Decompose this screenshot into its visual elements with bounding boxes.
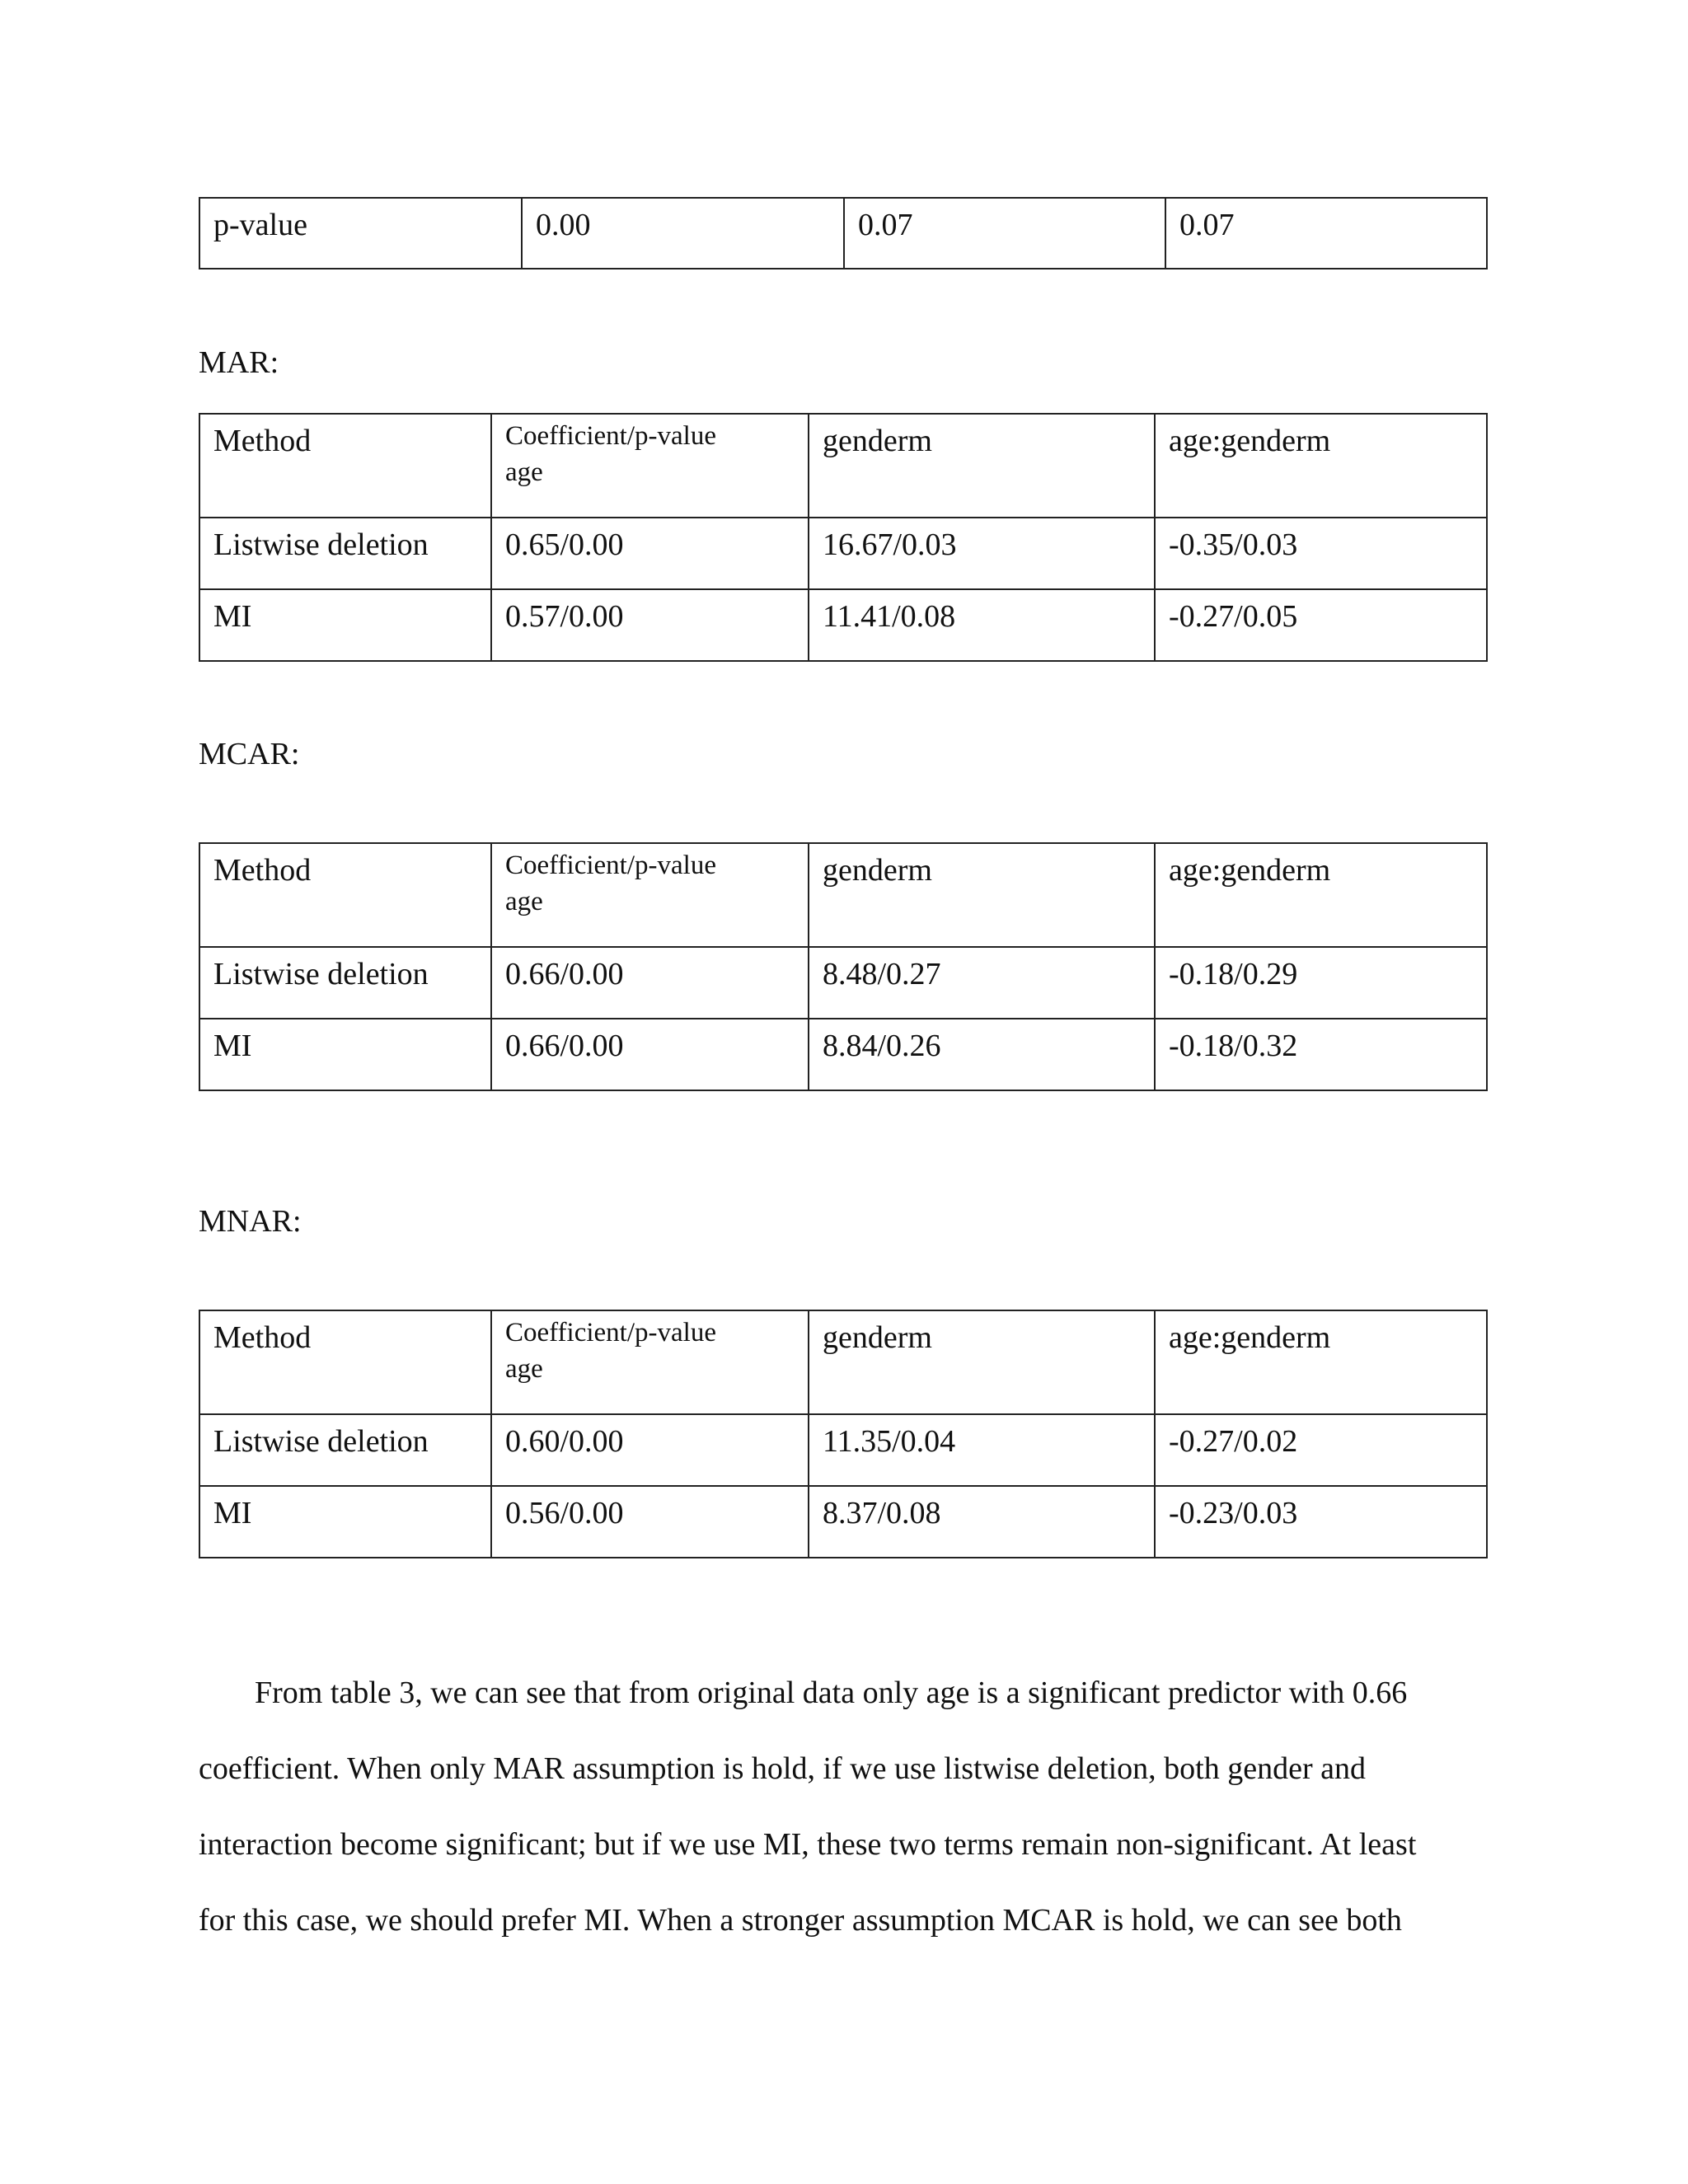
table-header-row bbox=[199, 414, 1487, 518]
column-header: age:genderm bbox=[1155, 414, 1487, 518]
table-header-row bbox=[199, 843, 1487, 947]
table-header-row bbox=[199, 1310, 1487, 1414]
column-header: Method bbox=[199, 1310, 491, 1414]
paragraph-line: for this case, we should prefer MI. When a stronger assumption MCAR is hold, we can see both bbox=[199, 1903, 1402, 1938]
column-header: genderm bbox=[809, 414, 1155, 518]
header-line: age bbox=[505, 457, 543, 487]
header-line: age bbox=[505, 1354, 543, 1384]
paragraph-line: From table 3, we can see that from original data only age is a significant predictor with 0.66 bbox=[255, 1675, 1408, 1710]
table-cell: MI bbox=[199, 1019, 491, 1090]
table-row bbox=[199, 1019, 1487, 1090]
section-label-mcar: MCAR: bbox=[199, 737, 300, 771]
table-cell: Listwise deletion bbox=[199, 518, 491, 589]
table-cell: MI bbox=[199, 589, 491, 661]
section-label-mnar: MNAR: bbox=[199, 1204, 302, 1239]
column-header bbox=[491, 414, 809, 518]
table-cell: 8.84/0.26 bbox=[809, 1019, 1155, 1090]
column-header: genderm bbox=[809, 843, 1155, 947]
pvalue-table bbox=[199, 197, 1488, 269]
mcar-table bbox=[199, 842, 1488, 1091]
table-cell: 0.66/0.00 bbox=[491, 947, 809, 1019]
table-row bbox=[199, 518, 1487, 589]
table-cell: 11.35/0.04 bbox=[809, 1414, 1155, 1486]
table-cell: 8.48/0.27 bbox=[809, 947, 1155, 1019]
table-row bbox=[199, 198, 1487, 269]
table-row bbox=[199, 1414, 1487, 1486]
header-line: Coefficient/p-value bbox=[505, 851, 716, 880]
body-paragraph bbox=[199, 1655, 1489, 1958]
table-cell: 0.57/0.00 bbox=[491, 589, 809, 661]
paragraph-line: coefficient. When only MAR assumption is hold, if we use listwise deletion, both gender and bbox=[199, 1751, 1366, 1786]
table-cell: -0.27/0.05 bbox=[1155, 589, 1487, 661]
table-cell: -0.27/0.02 bbox=[1155, 1414, 1487, 1486]
column-header: age:genderm bbox=[1155, 1310, 1487, 1414]
column-header bbox=[491, 1310, 809, 1414]
table-cell: 0.07 bbox=[1165, 198, 1487, 269]
table-cell: 8.37/0.08 bbox=[809, 1486, 1155, 1558]
table-cell: MI bbox=[199, 1486, 491, 1558]
table-cell: 0.66/0.00 bbox=[491, 1019, 809, 1090]
table-cell: p-value bbox=[199, 198, 522, 269]
table-cell: 0.60/0.00 bbox=[491, 1414, 809, 1486]
paragraph-line: interaction become significant; but if we use MI, these two terms remain non-significant. At least bbox=[199, 1827, 1417, 1862]
table-cell: 0.65/0.00 bbox=[491, 518, 809, 589]
table-cell: -0.18/0.29 bbox=[1155, 947, 1487, 1019]
table-cell: 0.07 bbox=[844, 198, 1165, 269]
table-cell: 16.67/0.03 bbox=[809, 518, 1155, 589]
header-line: age bbox=[505, 887, 543, 916]
column-header: Method bbox=[199, 414, 491, 518]
table-cell: Listwise deletion bbox=[199, 947, 491, 1019]
header-line: Coefficient/p-value bbox=[505, 1318, 716, 1347]
table-cell: -0.23/0.03 bbox=[1155, 1486, 1487, 1558]
table-row bbox=[199, 947, 1487, 1019]
column-header bbox=[491, 843, 809, 947]
header-line: Coefficient/p-value bbox=[505, 421, 716, 451]
table-cell: Listwise deletion bbox=[199, 1414, 491, 1486]
mnar-table bbox=[199, 1310, 1488, 1558]
table-cell: -0.35/0.03 bbox=[1155, 518, 1487, 589]
table-cell: 11.41/0.08 bbox=[809, 589, 1155, 661]
table-row bbox=[199, 1486, 1487, 1558]
table-cell: 0.56/0.00 bbox=[491, 1486, 809, 1558]
column-header: Method bbox=[199, 843, 491, 947]
table-row bbox=[199, 589, 1487, 661]
column-header: genderm bbox=[809, 1310, 1155, 1414]
mar-table bbox=[199, 413, 1488, 662]
table-cell: -0.18/0.32 bbox=[1155, 1019, 1487, 1090]
section-label-mar: MAR: bbox=[199, 345, 279, 380]
column-header: age:genderm bbox=[1155, 843, 1487, 947]
table-cell: 0.00 bbox=[522, 198, 844, 269]
